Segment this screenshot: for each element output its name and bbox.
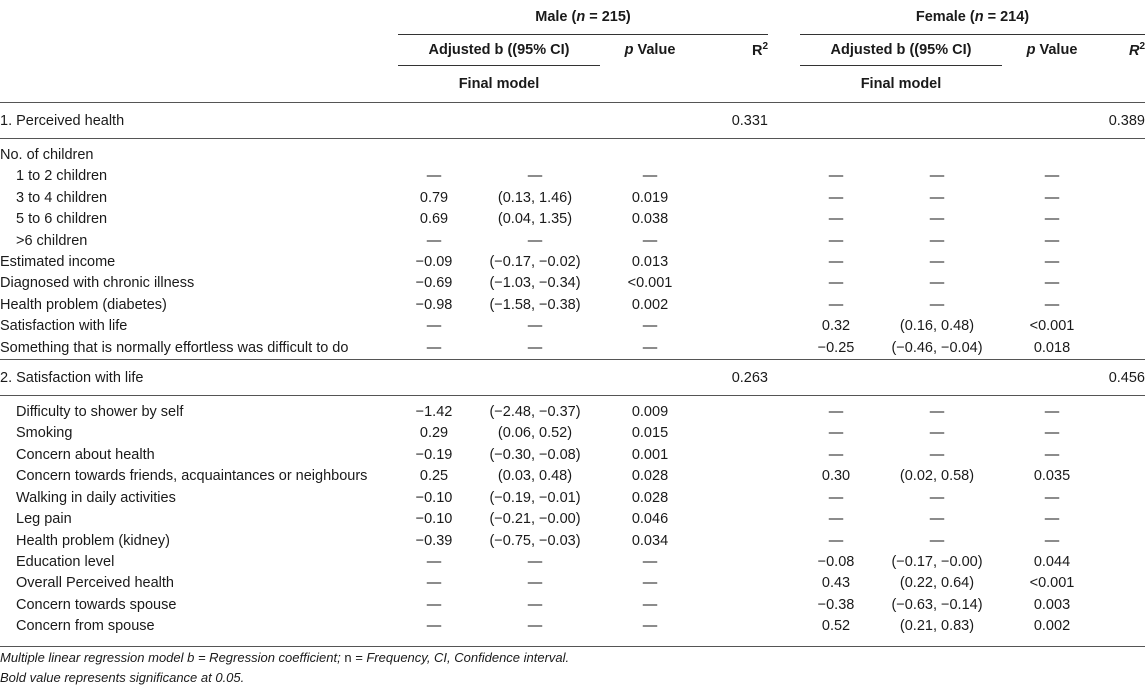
- female-ci-value: (0.22, 0.64): [899, 575, 975, 592]
- female-b-value: —: [828, 404, 844, 421]
- row-label: Concern from spouse: [16, 618, 155, 635]
- male-b-value: 0.79: [419, 189, 449, 206]
- male-ci-value: —: [527, 168, 543, 185]
- table-row: [0, 295, 1145, 316]
- male-p-value: —: [642, 232, 658, 249]
- female-b-value: —: [828, 232, 844, 249]
- row-label: Concern towards friends, acquaintances or neighbours: [16, 468, 368, 485]
- male-p-value: 0.002: [631, 296, 669, 313]
- table-row: [0, 188, 1145, 209]
- male-b-value: −0.10: [415, 511, 453, 528]
- male-r2-header: $R^2$: [700, 35, 768, 66]
- female-r2-value: 0.389: [1102, 103, 1145, 139]
- female-p-value: —: [1044, 275, 1060, 292]
- row-label: 3 to 4 children: [16, 189, 108, 206]
- row-label: Leg pain: [16, 511, 72, 528]
- male-b-value: 0.25: [419, 468, 449, 485]
- female-p-value: 0.044: [1033, 553, 1071, 570]
- row-label: Health problem (diabetes): [0, 296, 167, 313]
- female-ci-value: —: [929, 189, 945, 206]
- male-ci-value: (−0.75, −0.03): [489, 532, 581, 549]
- table-row: [0, 209, 1145, 230]
- male-b-value: −0.39: [415, 532, 453, 549]
- female-p-value: —: [1044, 532, 1060, 549]
- female-ci-value: (−0.63, −0.14): [891, 596, 983, 613]
- female-ci-value: —: [929, 254, 945, 271]
- row-label: Something that is normally effortless was difficult to do: [0, 339, 349, 356]
- male-p-value: 0.028: [631, 489, 669, 506]
- male-ci-value: (0.04, 1.35): [497, 211, 573, 228]
- row-label: >6 children: [16, 232, 88, 249]
- male-b-value: 0.69: [419, 211, 449, 228]
- female-ci-value: (0.16, 0.48): [899, 318, 975, 335]
- male-adjusted-b-header: Adjusted b ((95% CI): [398, 35, 600, 66]
- male-p-value: <0.001: [627, 275, 673, 292]
- female-p-value: 0.035: [1033, 468, 1071, 485]
- female-p-value: <0.001: [1029, 318, 1075, 335]
- row-label: No. of children: [0, 147, 94, 163]
- female-p-value: —: [1044, 296, 1060, 313]
- female-ci-value: —: [929, 511, 945, 528]
- female-p-value: —: [1044, 189, 1060, 206]
- row-label: Concern towards spouse: [16, 596, 177, 613]
- footnote-2: Bold value represents significance at 0.05.: [0, 670, 245, 685]
- male-b-value: −0.19: [415, 446, 453, 463]
- female-r2-header: $R^2$: [1102, 35, 1145, 66]
- female-b-value: [800, 145, 872, 166]
- table-row: [0, 531, 1145, 552]
- male-ci-value: —: [527, 553, 543, 570]
- final-model-row: [0, 66, 1145, 103]
- female-b-value: —: [828, 189, 844, 206]
- table-row: [0, 338, 1145, 360]
- female-p-value: —: [1044, 446, 1060, 463]
- male-ci-value: [470, 145, 600, 166]
- female-b-value: —: [828, 168, 844, 185]
- female-b-value: —: [828, 254, 844, 271]
- male-p-value: 0.019: [631, 189, 669, 206]
- section-title: 2. Satisfaction with life: [0, 360, 398, 396]
- male-ci-value: (0.03, 0.48): [497, 468, 573, 485]
- female-ci-value: (0.21, 0.83): [899, 618, 975, 635]
- table-row: [0, 488, 1145, 509]
- male-ci-value: —: [527, 618, 543, 635]
- male-final-model: Final model: [398, 66, 600, 103]
- female-p-value: —: [1044, 404, 1060, 421]
- table-row: [0, 402, 1145, 423]
- female-b-value: —: [828, 275, 844, 292]
- female-p-value-header: p Value: [1002, 35, 1102, 66]
- female-p-value: —: [1044, 511, 1060, 528]
- female-p-value: —: [1044, 254, 1060, 271]
- female-final-model: Final model: [800, 66, 1002, 103]
- male-r2-value: 0.263: [700, 360, 768, 396]
- male-ci-value: (0.13, 1.46): [497, 189, 573, 206]
- male-p-value: 0.028: [631, 468, 669, 485]
- male-ci-value: (−1.03, −0.34): [489, 275, 581, 292]
- male-ci-value: —: [527, 596, 543, 613]
- male-ci-value: (−0.30, −0.08): [489, 446, 581, 463]
- male-b-value: —: [426, 596, 442, 613]
- table-row: [0, 509, 1145, 530]
- female-p-value: 0.002: [1033, 618, 1071, 635]
- female-ci-value: (−0.46, −0.04): [891, 339, 983, 356]
- section-header-perceived-health: [0, 103, 1145, 139]
- male-b-value: —: [426, 618, 442, 635]
- table-row: [0, 552, 1145, 573]
- male-b-value: [398, 145, 470, 166]
- male-b-value: —: [426, 339, 442, 356]
- male-ci-value: (−0.19, −0.01): [489, 489, 581, 506]
- male-p-value: 0.001: [631, 446, 669, 463]
- footnote-1: Multiple linear regression model b = Regression coefficient; n = Frequency, CI, Confidence interval.: [0, 650, 570, 665]
- table-row: [0, 466, 1145, 487]
- male-ci-value: (−1.58, −0.38): [489, 296, 581, 313]
- female-ci-value: —: [929, 425, 945, 442]
- male-ci-value: (−0.17, −0.02): [489, 254, 581, 271]
- female-p-value: —: [1044, 425, 1060, 442]
- male-p-value: —: [642, 318, 658, 335]
- female-b-value: —: [828, 489, 844, 506]
- column-header-row: [0, 35, 1145, 66]
- row-label: Concern about health: [16, 446, 155, 463]
- male-ci-value: —: [527, 575, 543, 592]
- female-b-value: 0.52: [821, 618, 851, 635]
- male-p-value: 0.015: [631, 425, 669, 442]
- male-ci-value: —: [527, 318, 543, 335]
- male-b-value: —: [426, 553, 442, 570]
- male-ci-value: —: [527, 339, 543, 356]
- female-ci-value: —: [929, 211, 945, 228]
- female-b-value: 0.30: [821, 468, 851, 485]
- female-b-value: −0.25: [817, 339, 855, 356]
- male-r2-value: 0.331: [700, 103, 768, 139]
- row-label: Satisfaction with life: [0, 318, 128, 335]
- female-p-value: —: [1044, 211, 1060, 228]
- female-p-value: <0.001: [1029, 575, 1075, 592]
- section-title: 1. Perceived health: [0, 103, 398, 139]
- female-b-value: −0.38: [817, 596, 855, 613]
- female-b-value: —: [828, 511, 844, 528]
- male-group-header: Male (n = 215): [535, 9, 631, 25]
- male-ci-value: (−2.48, −0.37): [489, 404, 581, 421]
- female-ci-value: (0.02, 0.58): [899, 468, 975, 485]
- female-r2-value: 0.456: [1102, 360, 1145, 396]
- male-b-value: −1.42: [415, 404, 453, 421]
- table-row: [0, 316, 1145, 337]
- female-ci-value: —: [929, 489, 945, 506]
- male-b-value: —: [426, 232, 442, 249]
- table-row: [0, 595, 1145, 616]
- male-b-value: −0.98: [415, 296, 453, 313]
- female-b-value: —: [828, 446, 844, 463]
- male-p-value: —: [642, 596, 658, 613]
- female-b-value: —: [828, 211, 844, 228]
- male-b-value: 0.29: [419, 425, 449, 442]
- male-p-value: [600, 145, 700, 166]
- male-p-value: —: [642, 618, 658, 635]
- row-label: 1 to 2 children: [16, 168, 108, 185]
- female-ci-value: —: [929, 296, 945, 313]
- male-p-value-header: p Value: [600, 35, 700, 66]
- section-header-satisfaction: [0, 360, 1145, 396]
- female-p-value: —: [1044, 168, 1060, 185]
- male-ci-value: (−0.21, −0.00): [489, 511, 581, 528]
- table-row: [0, 423, 1145, 444]
- row-label: Diagnosed with chronic illness: [0, 275, 195, 292]
- female-ci-value: —: [929, 168, 945, 185]
- male-p-value: 0.046: [631, 511, 669, 528]
- female-b-value: —: [828, 425, 844, 442]
- row-label: Estimated income: [0, 254, 116, 271]
- group-header-row: [0, 0, 1145, 35]
- table-row: [0, 616, 1145, 637]
- row-label: Smoking: [16, 425, 73, 442]
- male-p-value: —: [642, 168, 658, 185]
- male-p-value: 0.013: [631, 254, 669, 271]
- table-row: [0, 252, 1145, 273]
- female-p-value: [1002, 145, 1102, 166]
- table-row: [0, 273, 1145, 294]
- male-b-value: −0.09: [415, 254, 453, 271]
- table-row: [0, 145, 1145, 166]
- table-row: [0, 445, 1145, 466]
- male-b-value: —: [426, 575, 442, 592]
- female-adjusted-b-header: Adjusted b ((95% CI): [800, 35, 1002, 66]
- male-b-value: −0.10: [415, 489, 453, 506]
- male-p-value: 0.009: [631, 404, 669, 421]
- row-label: Health problem (kidney): [16, 532, 170, 549]
- row-label: Education level: [16, 553, 115, 570]
- female-ci-value: (−0.17, −0.00): [891, 553, 983, 570]
- table-row: [0, 231, 1145, 252]
- male-p-value: —: [642, 339, 658, 356]
- male-p-value: —: [642, 575, 658, 592]
- male-b-value: —: [426, 168, 442, 185]
- female-p-value: 0.003: [1033, 596, 1071, 613]
- female-b-value: 0.32: [821, 318, 851, 335]
- female-p-value: —: [1044, 489, 1060, 506]
- row-label: Difficulty to shower by self: [16, 404, 184, 421]
- female-b-value: 0.43: [821, 575, 851, 592]
- female-ci-value: [872, 145, 1002, 166]
- female-group-header: Female (n = 214): [915, 9, 1030, 25]
- row-label: Overall Perceived health: [16, 575, 174, 592]
- female-ci-value: —: [929, 532, 945, 549]
- male-p-value: 0.034: [631, 532, 669, 549]
- female-ci-value: —: [929, 275, 945, 292]
- male-b-value: —: [426, 318, 442, 335]
- female-b-value: −0.08: [817, 553, 855, 570]
- male-p-value: 0.038: [631, 211, 669, 228]
- male-ci-value: (0.06, 0.52): [497, 425, 573, 442]
- female-p-value: —: [1044, 232, 1060, 249]
- female-b-value: —: [828, 532, 844, 549]
- female-ci-value: —: [929, 232, 945, 249]
- female-b-value: —: [828, 296, 844, 313]
- row-label: Walking in daily activities: [16, 489, 176, 506]
- table-row: [0, 166, 1145, 187]
- male-b-value: −0.69: [415, 275, 453, 292]
- table-row: [0, 573, 1145, 594]
- row-label: 5 to 6 children: [16, 211, 108, 228]
- male-ci-value: —: [527, 232, 543, 249]
- female-p-value: 0.018: [1033, 339, 1071, 356]
- female-ci-value: —: [929, 404, 945, 421]
- male-p-value: —: [642, 553, 658, 570]
- female-ci-value: —: [929, 446, 945, 463]
